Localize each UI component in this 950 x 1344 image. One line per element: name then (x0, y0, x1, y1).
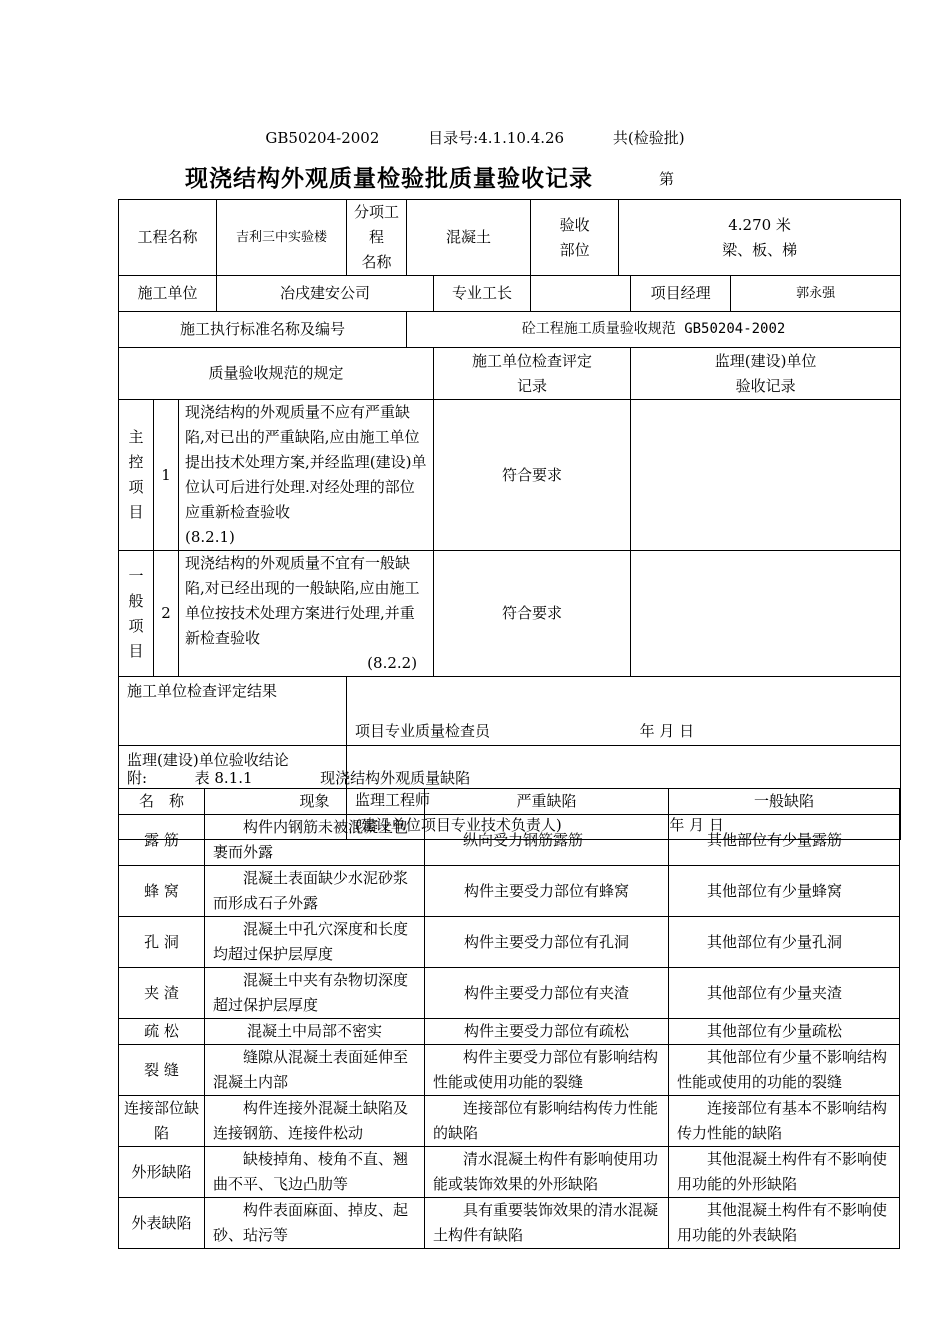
general-char: 般 (128, 591, 144, 610)
appendix-table-no: 表 8.1.1 (194, 769, 253, 787)
general-item-number: 2 (154, 551, 179, 677)
defect-table (118, 788, 900, 1249)
col-supervisor-line1: 监理(建设)单位 (714, 351, 817, 370)
project-name-value: 吉利三中实验楼 (217, 200, 347, 276)
inspection-form (118, 199, 901, 840)
defect-phenomenon: 构件表面麻面、掉皮、起砂、玷污等 (205, 1198, 425, 1249)
page-title: 现浇结构外观质量检验批质量验收记录 (185, 165, 593, 192)
general-item-text (179, 551, 434, 677)
defect-severe: 构件主要受力部位有疏松 (425, 1019, 669, 1045)
standard-value: 砼工程施工质量验收规范 GB50204-2002 (407, 312, 901, 348)
main-item-description: 现浇结构的外观质量不应有严重缺陷,对已出的严重缺陷,应由施工单位提出技术处理方案,并经监理(建设)单位认可后进行处理.对经处理的部位应重新检查验收 (185, 403, 427, 521)
defect-name: 裂 缝 (119, 1045, 205, 1096)
col-supervisor-line2: 验收记录 (735, 376, 796, 395)
date-label: 年 月 日 (669, 816, 724, 834)
defect-name: 孔 洞 (119, 917, 205, 968)
date-label: 年 月 日 (639, 722, 695, 740)
defect-general: 其他部位有少量疏松 (669, 1019, 900, 1045)
defect-name: 露 筋 (119, 815, 205, 866)
defect-severe: 构件主要受力部位有影响结构性能或使用功能的裂缝 (425, 1045, 669, 1096)
table-row (119, 968, 900, 1019)
total-count: 共(检验批) (612, 129, 685, 147)
inspect-part-line1: 4.270 米 (728, 215, 791, 234)
defect-phenomenon: 混凝土中局部不密实 (205, 1019, 425, 1045)
col-contractor-header (434, 348, 631, 400)
inspector-label: 项目专业质量检查员 (355, 722, 491, 740)
contractor-signature (347, 677, 901, 746)
general-char: 项 (128, 616, 144, 635)
defect-severe: 连接部位有影响结构传力性能的缺陷 (425, 1096, 669, 1147)
table-row (119, 1045, 900, 1096)
defect-phenomenon: 缺棱掉角、棱角不直、翘曲不平、飞边凸肋等 (205, 1147, 425, 1198)
table-row (119, 917, 900, 968)
defect-severe: 清水混凝土构件有影响使用功能或装饰效果的外形缺陷 (425, 1147, 669, 1198)
engineer-label: 监理工程师 (355, 791, 431, 809)
general-item-supervisor (631, 551, 901, 677)
subitem-label (347, 200, 407, 276)
main-item-text (179, 400, 434, 551)
defect-name: 外形缺陷 (119, 1147, 205, 1198)
defect-phenomenon: 混凝土表面缺少水泥砂浆而形成石子外露 (205, 866, 425, 917)
defect-severe: 构件主要受力部位有夹渣 (425, 968, 669, 1019)
general-item-description: 现浇结构的外观质量不宜有一般缺陷,对已经出现的一般缺陷,应由施工单位按技术处理方案进行处理,并重新检查验收 (185, 554, 420, 647)
defect-general: 其他混凝土构件有不影响使用功能的外形缺陷 (669, 1147, 900, 1198)
contractor-result-label: 施工单位检查评定结果 (119, 677, 347, 746)
inspect-part-value (619, 200, 901, 276)
table-row (119, 815, 900, 866)
main-ctrl-char: 控 (128, 453, 144, 471)
defect-severe: 构件主要受力部位有蜂窝 (425, 866, 669, 917)
defect-phenomenon: 构件连接外混凝土缺陷及连接钢筋、连接件松动 (205, 1096, 425, 1147)
foreman-label: 专业工长 (434, 276, 531, 312)
main-item-ref: (8.2.1) (185, 528, 235, 546)
appendix-caption (127, 767, 470, 788)
main-item-supervisor (631, 400, 901, 551)
pm-value: 郭永强 (731, 276, 901, 312)
inspect-part-label-line1: 验收 (559, 215, 590, 234)
appendix-prefix: 附: (127, 769, 148, 787)
defect-header-severe: 严重缺陷 (425, 789, 669, 815)
table-row (119, 1198, 900, 1249)
defect-general: 其他部位有少量夹渣 (669, 968, 900, 1019)
general-char: 一 (128, 566, 144, 585)
page-number-label: 第 (659, 170, 675, 188)
owner-rep-label: (建设单位项目专业技术负责人) (355, 816, 562, 834)
supervisor-result-label: 监理(建设)单位验收结论 (119, 746, 347, 840)
defect-severe: 纵向受力钢筋露筋 (425, 815, 669, 866)
subitem-label-line2: 名称 (361, 253, 392, 271)
main-item-number: 1 (154, 400, 179, 551)
col-spec-header: 质量验收规范的规定 (119, 348, 434, 400)
standard-label: 施工执行标准名称及编号 (119, 312, 407, 348)
col-supervisor-header (631, 348, 901, 400)
table-row (119, 1019, 900, 1045)
col-contractor-line2: 记录 (517, 376, 548, 395)
appendix-table-title: 现浇结构外观质量缺陷 (320, 769, 471, 787)
defect-name: 连接部位缺 陷 (119, 1096, 205, 1147)
general-item-label (119, 551, 154, 677)
main-control-label (119, 400, 154, 551)
main-item-result: 符合要求 (434, 400, 631, 551)
table-row (119, 1147, 900, 1198)
subitem-value: 混凝土 (407, 200, 531, 276)
main-ctrl-char: 项 (128, 478, 144, 496)
inspect-part-label (531, 200, 619, 276)
contractor-label: 施工单位 (119, 276, 217, 312)
defect-general: 其他部位有少量露筋 (669, 815, 900, 866)
defect-header-name: 名 称 (119, 789, 205, 815)
defect-general: 其他部位有少量孔洞 (669, 917, 900, 968)
defect-name: 外表缺陷 (119, 1198, 205, 1249)
defect-phenomenon: 混凝土中孔穴深度和长度均超过保护层厚度 (205, 917, 425, 968)
defect-general: 连接部位有基本不影响结构传力性能的缺陷 (669, 1096, 900, 1147)
main-ctrl-char: 目 (128, 503, 144, 521)
defect-name: 蜂 窝 (119, 866, 205, 917)
foreman-value (531, 276, 631, 312)
defect-general: 其他混凝土构件有不影响使用功能的外表缺陷 (669, 1198, 900, 1249)
main-ctrl-char: 主 (128, 428, 144, 446)
table-row (119, 1096, 900, 1147)
table-row (119, 866, 900, 917)
defect-general: 其他部位有少量蜂窝 (669, 866, 900, 917)
defect-phenomenon: 混凝土中夹有杂物切深度超过保护层厚度 (205, 968, 425, 1019)
defect-severe: 具有重要装饰效果的清水混凝土构件有缺陷 (425, 1198, 669, 1249)
subitem-label-line1: 分项工程 (354, 203, 400, 246)
defect-phenomenon: 构件内钢筋未被混凝土包裹而外露 (205, 815, 425, 866)
inspect-part-label-line2: 部位 (559, 240, 590, 259)
defect-phenomenon: 缝隙从混凝土表面延伸至混凝土内部 (205, 1045, 425, 1096)
standard-code: GB50204-2002 (265, 129, 380, 147)
general-item-result: 符合要求 (434, 551, 631, 677)
catalog-number: 目录号:4.1.10.4.26 (428, 129, 565, 147)
general-item-ref: (8.2.2) (367, 654, 418, 672)
defect-name: 疏 松 (119, 1019, 205, 1045)
doc-header (0, 127, 950, 148)
defect-header-phenomenon: 现象 (205, 789, 425, 815)
defect-name: 夹 渣 (119, 968, 205, 1019)
defect-severe: 构件主要受力部位有孔洞 (425, 917, 669, 968)
inspect-part-line2: 梁、板、梯 (722, 240, 798, 259)
pm-label: 项目经理 (631, 276, 731, 312)
defect-header-general: 一般缺陷 (669, 789, 900, 815)
col-contractor-line1: 施工单位检查评定 (472, 351, 593, 370)
contractor-value: 冶戌建安公司 (217, 276, 434, 312)
general-char: 目 (128, 641, 144, 660)
defect-general: 其他部位有少量不影响结构性能或使用的功能的裂缝 (669, 1045, 900, 1096)
project-name-label: 工程名称 (119, 200, 217, 276)
